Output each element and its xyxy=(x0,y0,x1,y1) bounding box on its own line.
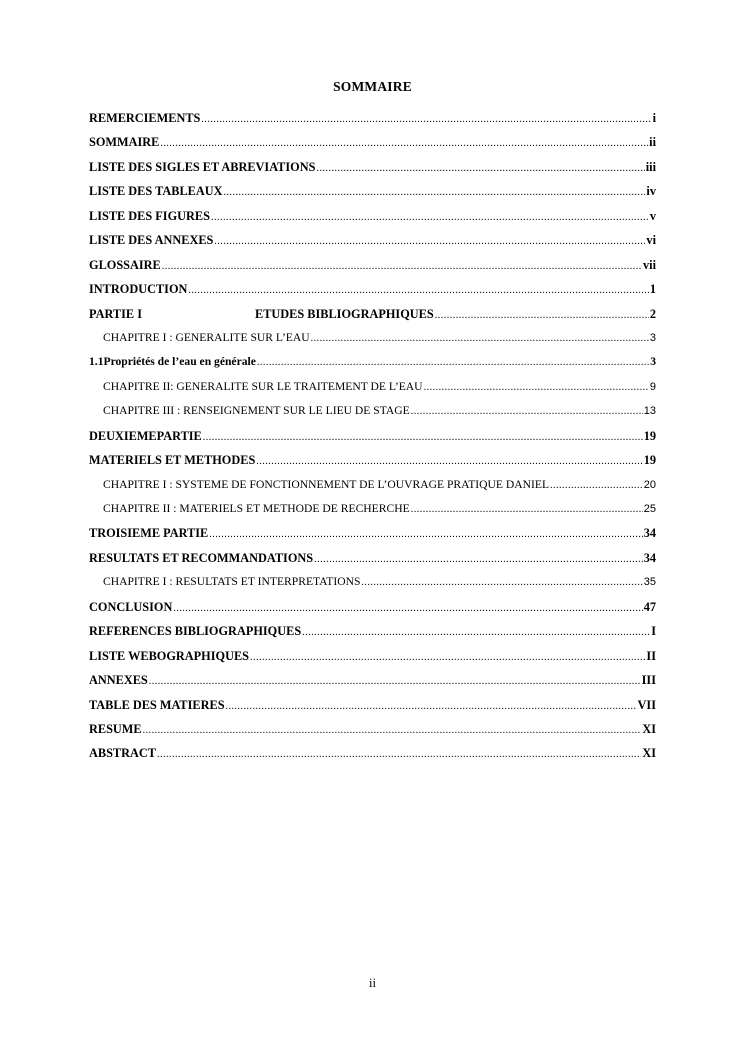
toc-entry-page: 2 xyxy=(649,306,656,321)
toc-entry-label: CHAPITRE I : GENERALITE SUR L’EAU xyxy=(103,330,310,344)
toc-entry[interactable] xyxy=(89,307,656,331)
toc-entry-label: LISTE DES ANNEXES xyxy=(89,233,214,248)
dot-leader xyxy=(157,749,641,760)
toc-entry-label: REFERENCES BIBLIOGRAPHIQUES xyxy=(89,624,302,639)
toc-entry-label: RESUME xyxy=(89,721,142,736)
toc-entry-label: RESULTATS ET RECOMMANDATIONS xyxy=(89,550,314,565)
toc-entry-page: 9 xyxy=(649,380,656,393)
toc-entry-page: 20 xyxy=(643,478,656,491)
part-number: PARTIE I xyxy=(89,306,142,321)
toc-entry[interactable] xyxy=(89,551,656,575)
toc-entry-page: XI xyxy=(642,746,656,761)
dot-leader xyxy=(256,456,642,467)
toc-entry[interactable] xyxy=(89,600,656,624)
toc-entry-page: vi xyxy=(646,233,656,248)
toc-entry-label: TABLE DES MATIERES xyxy=(89,697,225,712)
dot-leader xyxy=(424,382,649,393)
toc-entry-page: ii xyxy=(649,135,656,150)
toc-entry-page: 25 xyxy=(643,503,656,515)
dot-leader xyxy=(201,114,651,125)
toc-entry[interactable] xyxy=(89,331,656,355)
dot-leader xyxy=(411,406,643,417)
dot-leader xyxy=(162,261,642,272)
toc-entry-label: CONCLUSION xyxy=(89,599,173,614)
toc-entry-label: LISTE DES FIGURES xyxy=(89,208,210,223)
toc-entry[interactable] xyxy=(89,355,656,379)
dot-leader xyxy=(203,432,643,443)
toc-entry[interactable] xyxy=(89,258,656,282)
dot-leader xyxy=(361,577,642,588)
toc-entry-label: INTRODUCTION xyxy=(89,282,188,297)
toc-entry-page: 3 xyxy=(649,331,656,344)
toc-entry[interactable] xyxy=(89,111,656,135)
toc-entry-page: VII xyxy=(637,697,656,712)
toc-entry[interactable] xyxy=(89,649,656,673)
toc-entry-label: REMERCIEMENTS xyxy=(89,111,201,125)
dot-leader xyxy=(143,725,642,736)
toc-entry-label: LISTE DES SIGLES ET ABREVIATIONS xyxy=(89,159,316,174)
toc-entry-label: ANNEXES xyxy=(89,673,148,688)
toc-entry[interactable] xyxy=(89,160,656,184)
toc-entry-label: LISTE DES TABLEAUX xyxy=(89,184,223,199)
toc-entry-label: CHAPITRE III : RENSEIGNEMENT SUR LE LIEU DE STAGE xyxy=(103,404,410,418)
toc-entry-label: ABSTRACT xyxy=(89,746,156,761)
dot-leader xyxy=(211,212,649,223)
toc-entry-page: I xyxy=(651,624,656,639)
toc-entry-label: 1.1Propriétés de l’eau en générale xyxy=(89,355,256,369)
toc-entry[interactable] xyxy=(89,478,656,502)
toc-entry-label: CHAPITRE II : MATERIELS ET METHODE DE RECHERCHE xyxy=(103,502,410,515)
toc-entry-label: DEUXIEMEPARTIE xyxy=(89,428,202,443)
dot-leader xyxy=(550,480,643,491)
dot-leader xyxy=(149,676,641,687)
toc-entry-page: v xyxy=(649,208,656,223)
dot-leader xyxy=(224,187,646,198)
toc-entry-label: CHAPITRE I : SYSTEME DE FONCTIONNEMENT DE L’OUVRAGE PRATIQUE DANIEL xyxy=(103,477,550,491)
toc-entry-page: 19 xyxy=(643,428,656,443)
toc-entry-page: XI xyxy=(642,721,656,736)
dot-leader xyxy=(311,333,649,344)
dot-leader xyxy=(226,701,637,712)
toc-entry-label: SOMMAIRE xyxy=(89,135,160,150)
toc-entry-page: vii xyxy=(643,257,656,272)
toc-entry-label: TROISIEME PARTIE xyxy=(89,526,209,541)
table-of-contents xyxy=(89,111,656,771)
toc-entry[interactable] xyxy=(89,502,656,526)
toc-entry[interactable] xyxy=(89,722,656,746)
toc-entry[interactable] xyxy=(89,233,656,257)
dot-leader xyxy=(411,504,643,515)
toc-entry-page: 13 xyxy=(643,405,656,418)
toc-entry[interactable] xyxy=(89,698,656,722)
part-title: ETUDES BIBLIOGRAPHIQUES xyxy=(255,306,434,321)
toc-entry[interactable] xyxy=(89,575,656,599)
toc-entry-page: i xyxy=(652,111,656,125)
toc-entry[interactable] xyxy=(89,404,656,428)
page-number: ii xyxy=(369,976,376,990)
toc-entry-label: LISTE WEBOGRAPHIQUES xyxy=(89,648,250,663)
toc-entry-label: GLOSSAIRE xyxy=(89,257,161,272)
toc-entry[interactable] xyxy=(89,746,656,770)
dot-leader xyxy=(435,310,649,321)
toc-entry-page: 47 xyxy=(643,599,656,614)
dot-leader xyxy=(160,138,648,149)
toc-entry[interactable] xyxy=(89,624,656,648)
toc-entry-label: CHAPITRE II: GENERALITE SUR LE TRAITEMENT DE L’EAU xyxy=(103,379,423,393)
toc-entry[interactable] xyxy=(89,526,656,550)
toc-entry-page: 19 xyxy=(643,453,656,468)
toc-entry-page: II xyxy=(646,648,656,663)
toc-entry[interactable] xyxy=(89,135,656,159)
page-title: SOMMAIRE xyxy=(333,79,412,94)
toc-entry-page: 34 xyxy=(643,526,656,541)
toc-entry[interactable] xyxy=(89,209,656,233)
toc-entry-label: MATERIELS ET METHODES xyxy=(89,453,256,468)
toc-entry[interactable] xyxy=(89,184,656,208)
dot-leader xyxy=(173,603,642,614)
toc-entry-page: iii xyxy=(645,159,656,174)
toc-entry-page: iv xyxy=(646,184,656,199)
dot-leader xyxy=(257,357,649,368)
toc-entry[interactable] xyxy=(89,673,656,697)
toc-entry[interactable] xyxy=(89,429,656,453)
toc-entry-label xyxy=(89,307,434,322)
dot-leader xyxy=(250,652,645,663)
toc-entry[interactable] xyxy=(89,453,656,477)
dot-leader xyxy=(188,285,648,296)
toc-entry-page: 1 xyxy=(649,282,656,297)
dot-leader xyxy=(214,236,645,247)
toc-entry-page: 34 xyxy=(643,550,656,565)
toc-entry[interactable] xyxy=(89,380,656,404)
toc-entry[interactable] xyxy=(89,282,656,306)
dot-leader xyxy=(209,529,642,540)
toc-entry-page: 35 xyxy=(643,576,656,589)
toc-entry-page: III xyxy=(641,673,656,688)
toc-entry-page: 3 xyxy=(650,355,656,369)
dot-leader xyxy=(316,163,644,174)
dot-leader xyxy=(302,627,650,638)
dot-leader xyxy=(314,554,643,565)
toc-entry-label: CHAPITRE I : RESULTATS ET INTERPRETATIONS xyxy=(103,575,361,589)
